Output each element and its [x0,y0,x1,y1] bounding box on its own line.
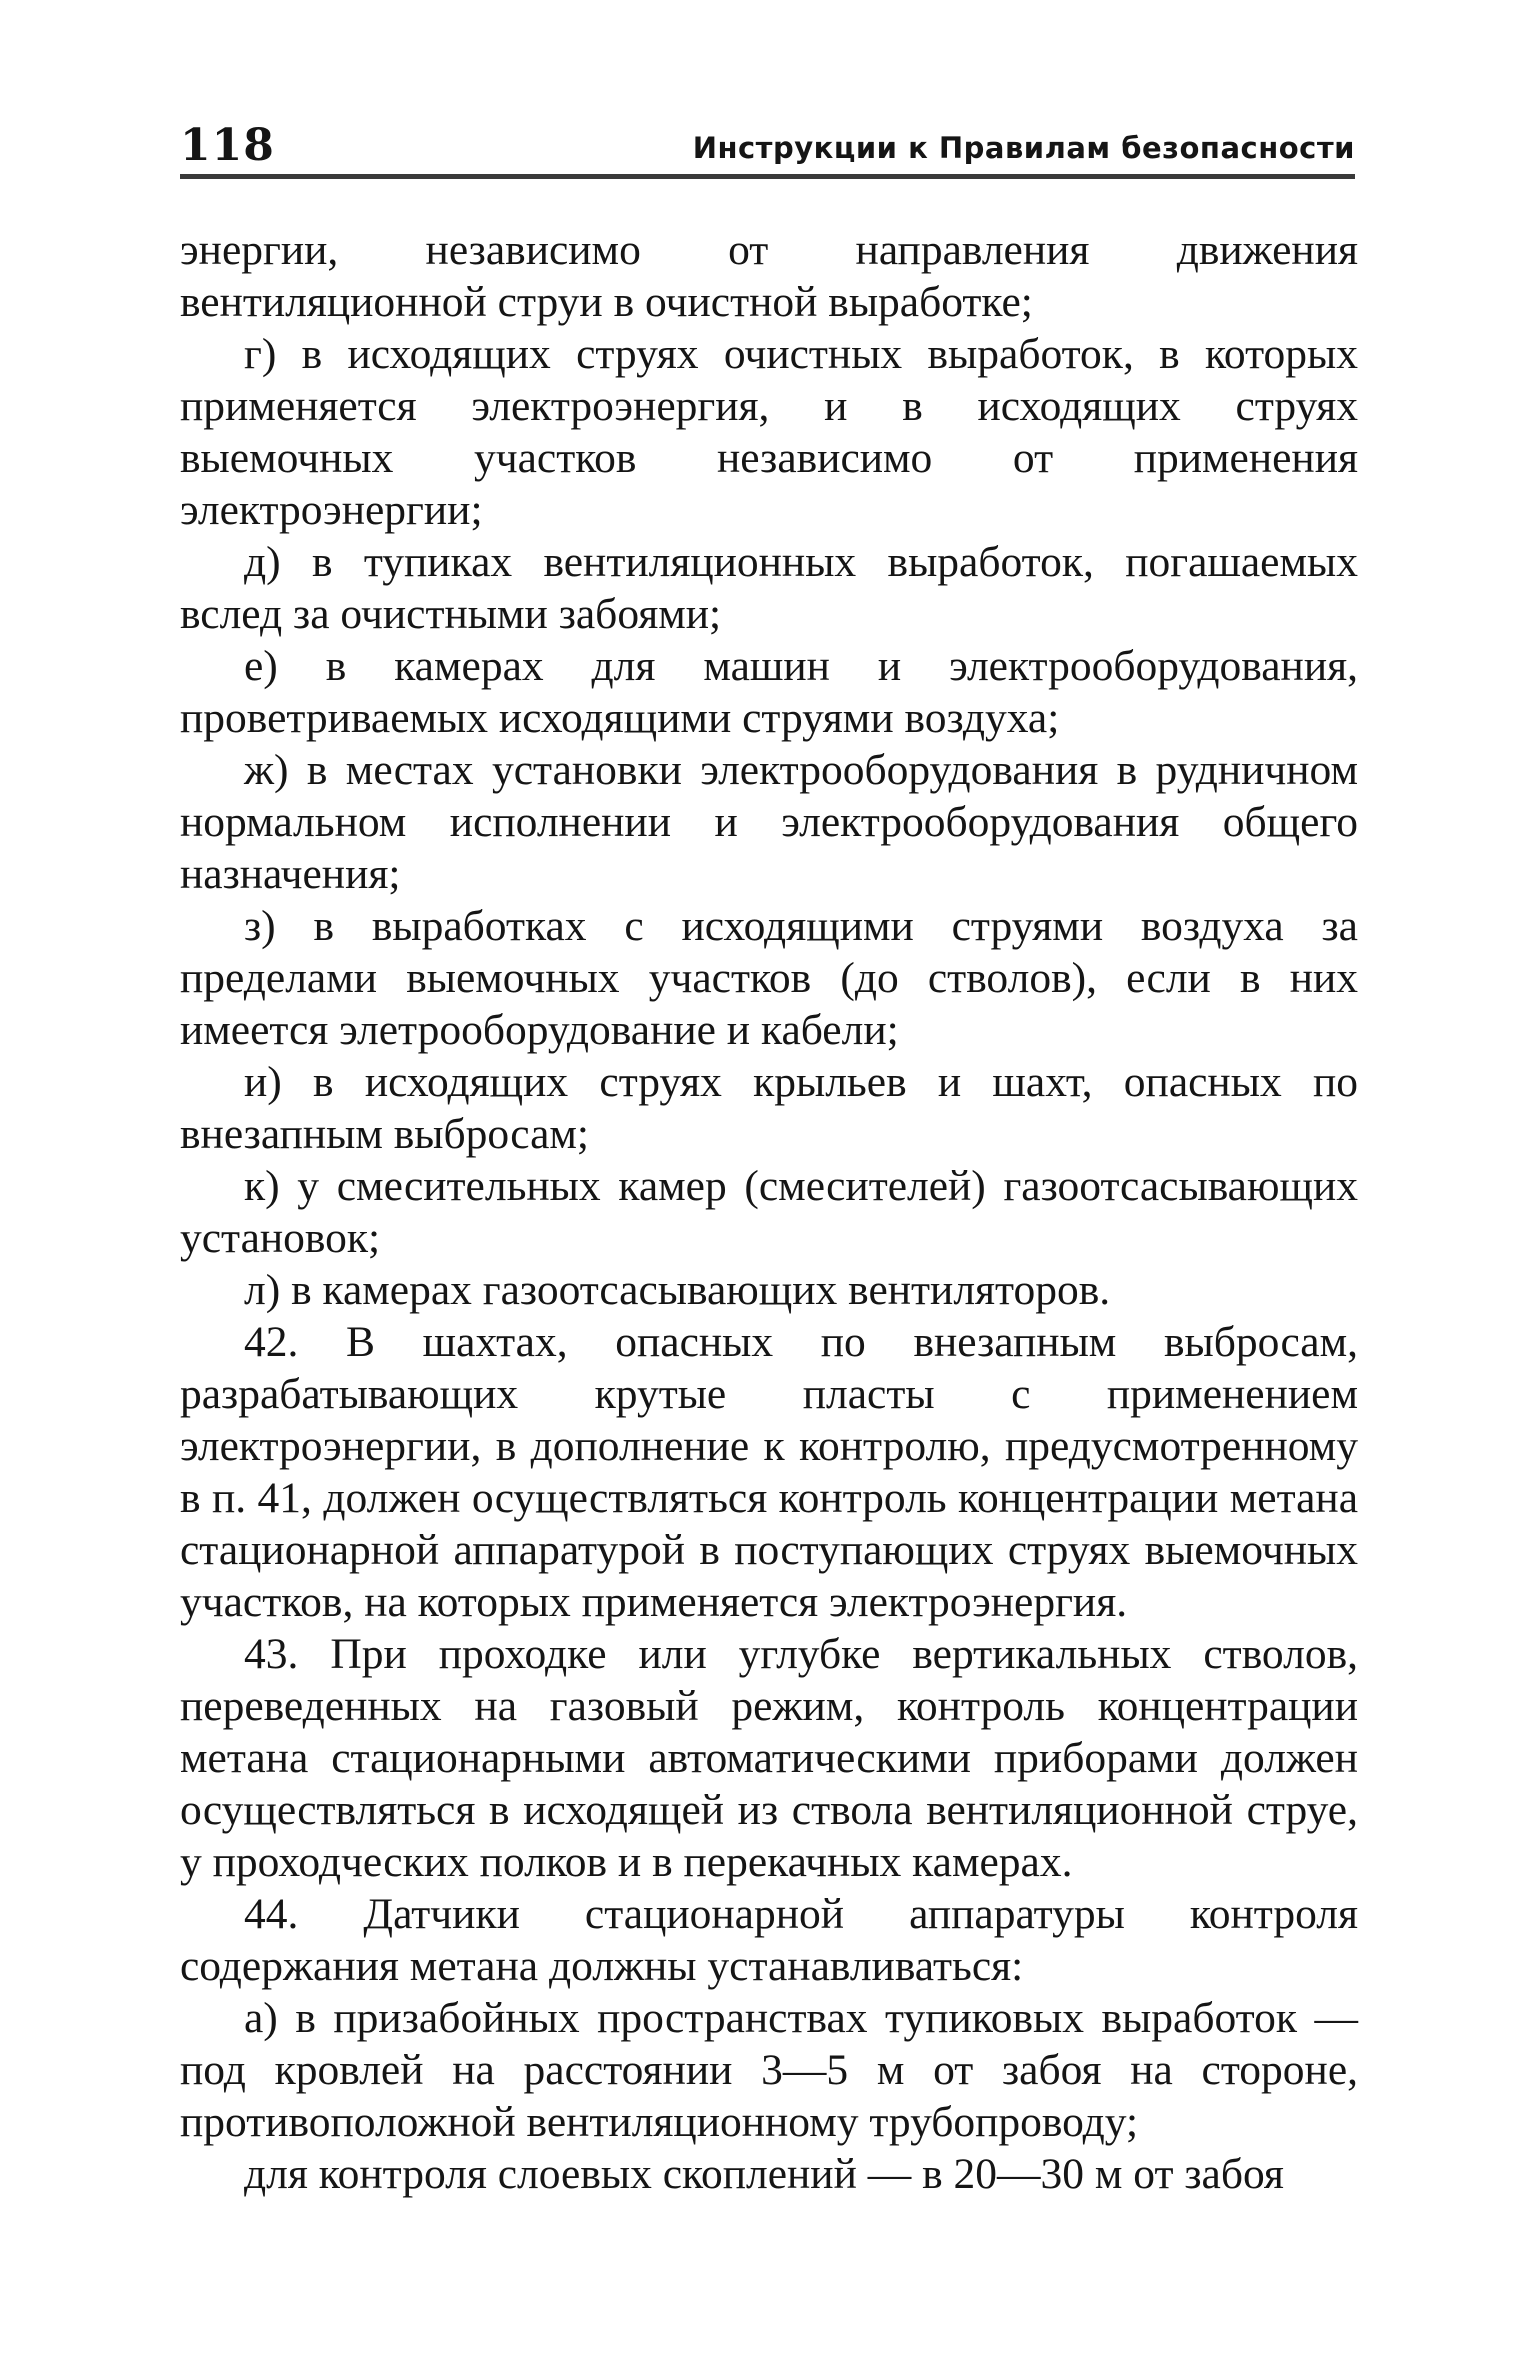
header-rule [180,174,1355,179]
running-header [180,118,1355,182]
page-number: 118 [180,120,275,171]
paragraph: з) в выработках с исходящими струями воздуха за пределами выемочных участков (до стволов), если в них имеется элетрооборудование и кабели; [180,902,1358,1054]
paragraph: 43. При проходке или углубке вертикальных стволов, переведенных на газовый режим, контроль концентрации метана стационарными автоматическими приборами должен осуществляться в исходящей из ствола вентиляционной струе, у проходческих полков и в перекачных камерах. [180,1630,1358,1886]
body-text [180,224,1358,2200]
paragraph: ж) в местах установки электрооборудования в рудничном нормальном исполнении и электрооборудования общего назначения; [180,746,1358,898]
paragraph: к) у смесительных камер (смесителей) газоотсасывающих установок; [180,1162,1358,1262]
paragraph: 42. В шахтах, опасных по внезапным выбросам, разрабатывающих крутые пласты с применением электроэнергии, в дополнение к контролю, предусмотренному в п. 41, должен осуществляться контроль концентрации метана стационарной аппаратурой в поступающих струях выемочных участков, на которых применяется электроэнергия. [180,1318,1358,1626]
paragraph: а) в призабойных пространствах тупиковых выработок — под кровлей на расстоянии 3—5 м от забоя на стороне, противоположной вентиляционному трубопроводу; [180,1994,1358,2146]
paragraph: д) в тупиках вентиляционных выработок, погашаемых вслед за очистными забоями; [180,538,1358,638]
paragraph: для контроля слоевых скоплений — в 20—30 м от забоя [244,2150,1284,2198]
paragraph: е) в камерах для машин и электрооборудования, проветриваемых исходящими струями воздуха; [180,642,1358,742]
running-header-title: Инструкции к Правилам безопасности [692,131,1355,165]
paragraph: л) в камерах газоотсасывающих вентиляторов. [244,1266,1111,1314]
paragraph: 44. Датчики стационарной аппаратуры контроля содержания метана должны устанавливаться: [180,1890,1358,1990]
paragraph: г) в исходящих струях очистных выработок, в которых применяется электроэнергия, и в исходящих струях выемочных участков независимо от применения электроэнергии; [180,330,1358,534]
paragraph: энергии, независимо от направления движения вентиляционной струи в очистной выработке; [180,226,1358,326]
paragraph: и) в исходящих струях крыльев и шахт, опасных по внезапным выбросам; [180,1058,1358,1158]
